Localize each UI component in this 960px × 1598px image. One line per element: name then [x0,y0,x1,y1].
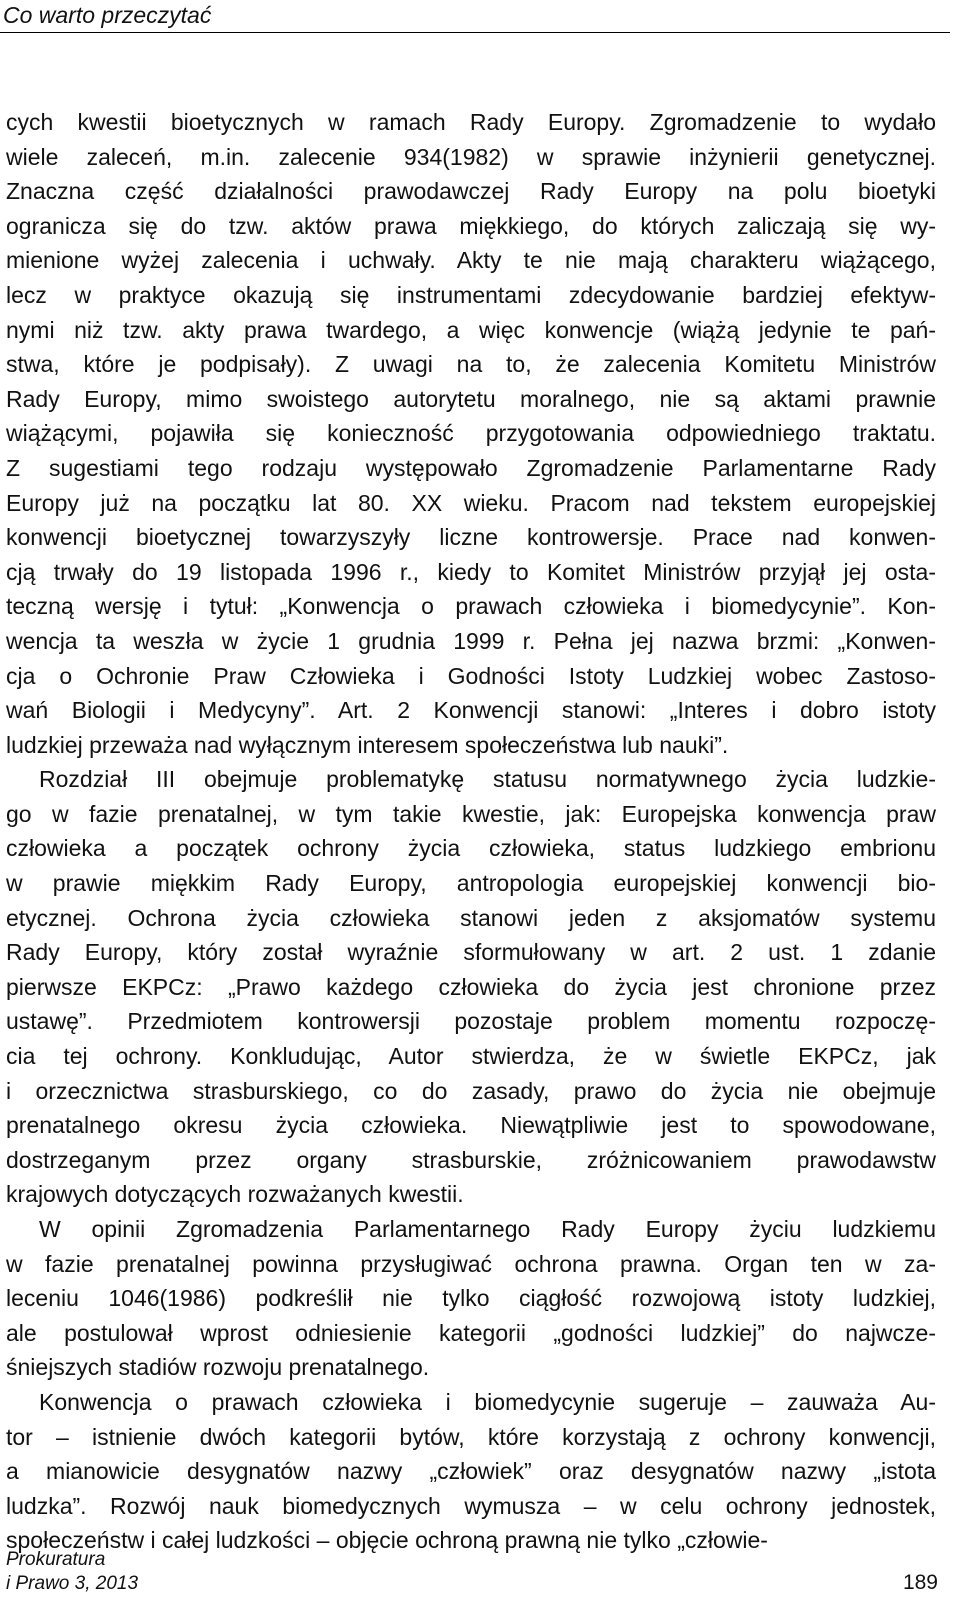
text-line: tor – istnienie dwóch kategorii bytów, które korzystają z ochrony konwencji, [6,1423,936,1450]
article-body [6,105,936,1558]
text-line: Rady Europy, który został wyraźnie sformułowany w art. 2 ust. 1 zdanie [6,939,936,966]
text-line: w prawie miękkim Rady Europy, antropologia europejskiej konwencji bio- [6,870,936,897]
text-line: Znaczna część działalności prawodawczej Rady Europy na polu bioetyki [6,178,936,205]
journal-citation [6,1548,138,1596]
text-line: Rady Europy, mimo swoistego autorytetu moralnego, nie są aktami prawnie [6,385,936,412]
text-line: Rozdział III obejmuje problematykę statusu normatywnego życia ludzkie- [39,766,936,793]
text-line: Konwencja o prawach człowieka i biomedycynie sugeruje – zauważa Au- [39,1388,936,1415]
text-line: teczną wersję i tytuł: „Konwencja o prawach człowieka i biomedycynie”. Kon- [6,593,936,620]
text-line: ogranicza się do tzw. aktów prawa miękkiego, do których zaliczają się wy- [6,212,936,239]
paragraph [6,105,936,762]
text-line: lecz w praktyce okazują się instrumentami zdecydowanie bardziej efektyw- [6,281,936,308]
text-line: dostrzeganym przez organy strasburskie, zróżnicowaniem prawodawstw [6,1146,936,1173]
text-line: człowieka a początek ochrony życia człowieka, status ludzkiego embrionu [6,835,936,862]
text-line: cych kwestii bioetycznych w ramach Rady Europy. Zgromadzenie to wydało [6,109,936,135]
text-line: krajowych dotyczących rozważanych kwestii. [6,1181,464,1208]
text-line: W opinii Zgromadzenia Parlamentarnego Rady Europy życiu ludzkiemu [39,1216,936,1242]
text-line: nymi niż tzw. akty prawa twardego, a więc konwencje (wiążą jedynie te pań- [6,316,936,343]
text-line: go w fazie prenatalnej, w tym takie kwestie, jak: Europejska konwencja praw [6,800,936,827]
journal-issue: i Prawo 3, 2013 [6,1573,139,1594]
text-line: mienione wyżej zalecenia i uchwały. Akty te nie mają charakteru wiążącego, [6,247,936,274]
text-line: wiążącymi, pojawiła się konieczność przygotowania odpowiedniego traktatu. [6,420,936,447]
text-line: i orzecznictwa strasburskiego, co do zasady, prawo do życia nie obejmuje [6,1077,936,1104]
paragraph [6,1385,936,1558]
text-line: konwencji bioetycznej towarzyszyły liczne kontrowersje. Prace nad konwen- [6,524,936,551]
header-divider [0,32,950,33]
section-title: Co warto przeczytać [3,2,212,28]
running-header [0,0,960,40]
text-line: społeczeństw i całej ludzkości – objęcie ochroną prawną nie tylko „człowie- [6,1527,768,1554]
text-line: cją trwały do 19 listopada 1996 r., kiedy to Komitet Ministrów przyjął jej osta- [6,558,936,585]
text-line: cia tej ochrony. Konkludując, Autor stwierdza, że w świetle EKPCz, jak [6,1043,936,1070]
text-line: leceniu 1046(1986) podkreślił nie tylko ciągłość rozwojową istoty ludzkiej, [6,1285,936,1312]
text-line: wań Biologii i Medycyny”. Art. 2 Konwencji stanowi: „Interes i dobro istoty [6,697,936,724]
text-line: Z sugestiami tego rodzaju występowało Zgromadzenie Parlamentarne Rady [6,454,936,481]
text-line: wiele zaleceń, m.in. zalecenie 934(1982) w sprawie inżynierii genetycznej. [6,143,936,170]
text-line: wencja ta weszła w życie 1 grudnia 1999 r. Pełna jej nazwa brzmi: „Konwen- [6,627,936,654]
text-line: etycznej. Ochrona życia człowieka stanowi jeden z aksjomatów systemu [6,904,936,931]
text-line: śniejszych stadiów rozwoju prenatalnego. [6,1354,430,1381]
text-line: ludzkiej przeważa nad wyłącznym interesem społeczeństwa lub nauki”. [6,731,729,758]
text-line: ustawę”. Przedmiotem kontrowersji pozostaje problem momentu rozpoczę- [6,1008,936,1035]
page-number: 189 [902,1571,938,1594]
text-line: prenatalnego okresu życia człowieka. Niewątpliwie jest to spowodowane, [6,1112,936,1139]
text-line: Europy już na początku lat 80. XX wieku. Pracom nad tekstem europejskiej [6,489,936,516]
paragraph [6,762,936,1212]
text-line: ale postulował wprost odniesienie kategorii „godności ludzkiej” do najwcze- [6,1319,936,1346]
text-line: a mianowicie desygnatów nazwy „człowiek” oraz desygnatów nazwy „istota [6,1458,936,1485]
text-line: stwa, które je podpisały). Z uwagi na to, że zalecenia Komitetu Ministrów [6,351,936,378]
text-line: pierwsze EKPCz: „Prawo każdego człowieka do życia jest chronione przez [6,973,936,1000]
text-line: ludzka”. Rozwój nauk biomedycznych wymusza – w celu ochrony jednostek, [6,1492,936,1519]
text-line: w fazie prenatalnej powinna przysługiwać ochrona prawna. Organ ten w za- [6,1250,936,1277]
paragraph [6,1212,936,1385]
journal-name: Prokuratura [6,1549,106,1570]
text-line: cja o Ochronie Praw Człowieka i Godności Istoty Ludzkiej wobec Zastoso- [6,662,936,689]
